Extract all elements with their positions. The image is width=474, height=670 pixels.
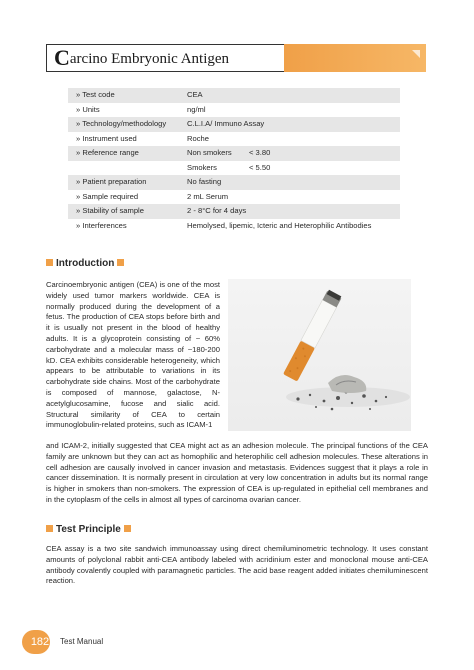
cigarette-photo bbox=[228, 279, 411, 431]
title-rest: arcino Embryonic Antigen bbox=[69, 51, 230, 67]
info-row-value-secondary: < 3.80 bbox=[249, 148, 271, 157]
info-row-value: Hemolysed, lipemic, Icteric and Heterophilic Antibodies bbox=[187, 220, 372, 230]
info-table-row bbox=[68, 175, 400, 190]
info-row-value-secondary: < 5.50 bbox=[249, 162, 271, 172]
info-table-row bbox=[68, 204, 400, 219]
info-row-label: » Test code bbox=[76, 90, 115, 99]
info-table-row bbox=[68, 146, 400, 161]
info-table-row bbox=[68, 132, 400, 147]
introduction-heading bbox=[46, 257, 124, 271]
info-row-label: » Units bbox=[76, 104, 100, 114]
info-row-label: » Stability of sample bbox=[76, 206, 144, 215]
title-accent-bar bbox=[284, 44, 426, 72]
footer-label: Test Manual bbox=[60, 637, 104, 646]
info-table-row bbox=[68, 103, 400, 118]
info-table-row bbox=[68, 219, 400, 234]
test-principle-text: CEA assay is a two site sandwich immunoassay using direct chemiluminometric technology. It uses constant amounts of polyclonal rabbit anti-CEA antibody labeled with acridinium ester and monoclonal mouse anti-CEA antibody covalently coupled with paramagnetic particles. The acid base reagent added initiates chemiluminescent reaction. bbox=[46, 544, 428, 586]
info-row-value: C.L.I.A/ Immuno Assay bbox=[187, 119, 265, 128]
test-principle-heading bbox=[46, 523, 131, 537]
info-row-value: 2 - 8°C for 4 days bbox=[187, 206, 247, 215]
test-info-table bbox=[68, 88, 400, 233]
heading-square-icon bbox=[46, 259, 53, 266]
info-row-label: » Interferences bbox=[76, 220, 127, 230]
info-row-label: » Instrument used bbox=[76, 133, 137, 143]
info-row-label: » Sample required bbox=[76, 191, 139, 201]
info-row-label: » Patient preparation bbox=[76, 177, 147, 186]
page-title bbox=[54, 44, 229, 72]
heading-square-icon bbox=[46, 525, 53, 532]
info-row-value: Roche bbox=[187, 133, 209, 143]
info-row-value: Smokers bbox=[187, 162, 217, 172]
title-first-letter: C bbox=[54, 45, 70, 70]
info-table-row bbox=[68, 190, 400, 205]
introduction-text-full: and ICAM-2, initially suggested that CEA might act as an adhesion molecule. The principal functions of the CEA family are unknown but they can act as homophilic and heterophilic cell adhesion molecules. These alterations in cell adhesion are causally involved in cancer invasion and metastasis. Evidences suggest that it plays a role in cancer dissemination. It is normally present in circulation at very low concentration in adults but its normal range is higher in smokers than non-smokers. The expression of CEA is up-regulated in epithelial cell membranes and in the cytoplasm of the cells in almost all types of carcinoma ovarian cancer. bbox=[46, 441, 428, 504]
info-row-value: 2 mL Serum bbox=[187, 191, 229, 201]
introduction-text-left: Carcinoembryonic antigen (CEA) is one of the most widely used tumor markers worldwide. CEA is normally produced during the development of a fetus. The production of CEA stops before birth and it is usually not present in the blood of healthy adults. It is a glycoprotein consisting of ~ 60% carbohydrate and a molecular mass of ~180-200 kD. CEA exhibits considerable heterogeneity, which appears to be attributable to variations in its carbohydrate side chains. Most of the carbohydrate is composed of mannose, galactose, N-acetylglucosamine, fucose and sialic acid. Structural similarity of CEA to certain immunoglobulin-related proteins, such as ICAM-1 bbox=[46, 280, 220, 430]
heading-square-icon bbox=[124, 525, 131, 532]
info-table-row bbox=[68, 161, 400, 176]
info-row-value: No fasting bbox=[187, 177, 222, 186]
info-row-value: CEA bbox=[187, 90, 203, 99]
cigarette-illustration bbox=[228, 279, 411, 431]
heading-square-icon bbox=[117, 259, 124, 266]
info-row-label: » Reference range bbox=[76, 148, 139, 157]
info-table-row bbox=[68, 117, 400, 132]
info-row-value: Non smokers bbox=[187, 148, 232, 157]
introduction-heading-text: Introduction bbox=[56, 258, 115, 269]
page-number: 182 bbox=[30, 636, 50, 648]
test-principle-heading-text: Test Principle bbox=[56, 524, 121, 535]
info-table-row bbox=[68, 88, 400, 103]
info-row-value: ng/ml bbox=[187, 104, 206, 114]
info-row-label: » Technology/methodology bbox=[76, 119, 167, 128]
title-banner bbox=[46, 44, 426, 72]
